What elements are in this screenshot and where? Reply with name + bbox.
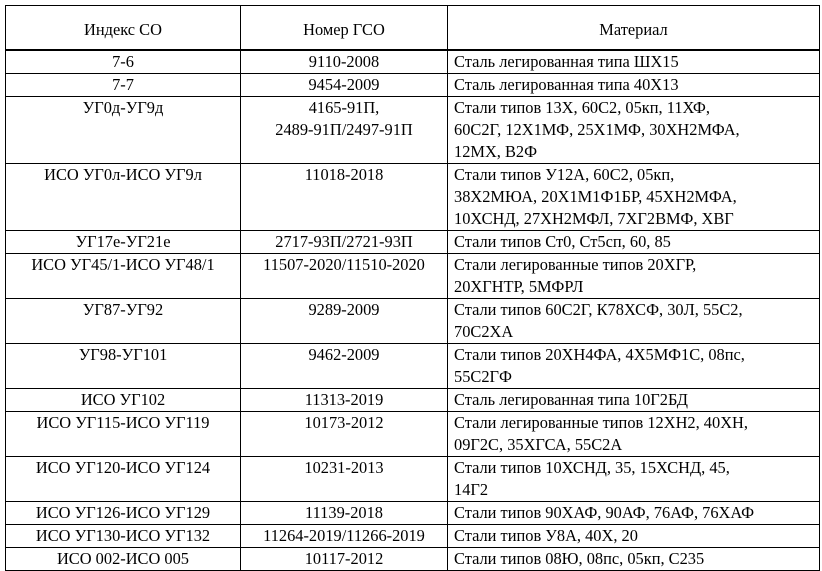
gso-line: 2489-91П/2497-91П — [275, 120, 413, 139]
cell-index: ИСО УГ130-ИСО УГ132 — [6, 525, 241, 548]
cell-material — [448, 50, 820, 74]
gso-line: 10231-2013 — [304, 458, 384, 477]
material-line: Сталь легированная типа 40Х13 — [454, 75, 679, 94]
cell-index: ИСО УГ0л-ИСО УГ9л — [6, 164, 241, 231]
gso-line: 11264-2019/11266-2019 — [263, 526, 425, 545]
table-row — [6, 389, 820, 412]
cell-gso-number — [241, 389, 448, 412]
cell-material — [448, 548, 820, 571]
material-line: Стали типов 60С2Г, К78ХСФ, 30Л, 55С2, — [454, 300, 743, 319]
gso-line: 10117-2012 — [304, 549, 384, 568]
table-row — [6, 164, 820, 231]
material-line: 60С2Г, 12Х1МФ, 25Х1МФ, 30ХН2МФА, — [454, 120, 740, 139]
cell-material — [448, 299, 820, 344]
cell-gso-number — [241, 50, 448, 74]
material-line: Стали типов У12А, 60С2, 05кп, — [454, 165, 675, 184]
cell-gso-number — [241, 74, 448, 97]
cell-material — [448, 344, 820, 389]
gso-line: 10173-2012 — [304, 413, 384, 432]
cell-gso-number — [241, 164, 448, 231]
cell-gso-number — [241, 457, 448, 502]
cell-index: 7-6 — [6, 50, 241, 74]
material-line: Стали типов У8А, 40Х, 20 — [454, 526, 638, 545]
cell-index: ИСО УГ102 — [6, 389, 241, 412]
cell-gso-number — [241, 231, 448, 254]
cell-gso-number — [241, 299, 448, 344]
table-row — [6, 457, 820, 502]
reference-materials-table — [5, 5, 820, 571]
gso-line: 4165-91П, — [308, 98, 380, 117]
cell-index: УГ98-УГ101 — [6, 344, 241, 389]
gso-line: 2717-93П/2721-93П — [275, 232, 413, 251]
cell-index: ИСО УГ126-ИСО УГ129 — [6, 502, 241, 525]
table-row — [6, 525, 820, 548]
cell-material — [448, 502, 820, 525]
material-line: 10ХСНД, 27ХН2МФЛ, 7ХГ2ВМФ, ХВГ — [454, 209, 734, 228]
cell-index: УГ17е-УГ21е — [6, 231, 241, 254]
table-row — [6, 97, 820, 164]
table-body — [6, 50, 820, 571]
table-row — [6, 50, 820, 74]
table-row — [6, 344, 820, 389]
cell-gso-number — [241, 344, 448, 389]
cell-material — [448, 525, 820, 548]
gso-line: 9454-2009 — [308, 75, 380, 94]
material-line: Стали легированные типов 12ХН2, 40ХН, — [454, 413, 748, 432]
cell-index: ИСО 002-ИСО 005 — [6, 548, 241, 571]
gso-line: 9462-2009 — [308, 345, 380, 364]
cell-index: УГ0д-УГ9д — [6, 97, 241, 164]
material-line: 70С2ХА — [454, 322, 514, 341]
table-row — [6, 502, 820, 525]
material-line: Стали типов 20ХН4ФА, 4Х5МФ1С, 08пс, — [454, 345, 745, 364]
cell-gso-number — [241, 412, 448, 457]
table-row — [6, 412, 820, 457]
table-row — [6, 254, 820, 299]
material-line: Сталь легированная типа 10Г2БД — [454, 390, 688, 409]
cell-material — [448, 231, 820, 254]
cell-material — [448, 74, 820, 97]
cell-gso-number — [241, 502, 448, 525]
material-line: Стали типов 08Ю, 08пс, 05кп, С235 — [454, 549, 705, 568]
gso-line: 11139-2018 — [305, 503, 383, 522]
header-index: Индекс СО — [6, 6, 241, 51]
material-line: 09Г2С, 35ХГСА, 55С2А — [454, 435, 623, 454]
material-line: 12МХ, В2Ф — [454, 142, 538, 161]
cell-material — [448, 164, 820, 231]
material-line: Стали легированные типов 20ХГР, — [454, 255, 697, 274]
cell-index: ИСО УГ120-ИСО УГ124 — [6, 457, 241, 502]
material-line: Стали типов 90ХАФ, 90АФ, 76АФ, 76ХАФ — [454, 503, 755, 522]
gso-line: 9110-2008 — [308, 52, 380, 71]
gso-line: 9289-2009 — [308, 300, 380, 319]
cell-gso-number — [241, 97, 448, 164]
cell-material — [448, 389, 820, 412]
material-line: 14Г2 — [454, 480, 489, 499]
gso-line: 11507-2020/11510-2020 — [263, 255, 425, 274]
material-line: Стали типов 10ХСНД, 35, 15ХСНД, 45, — [454, 458, 730, 477]
material-line: 38Х2МЮА, 20Х1М1Ф1БР, 45ХН2МФА, — [454, 187, 737, 206]
table-row — [6, 231, 820, 254]
material-line: Стали типов Ст0, Ст5сп, 60, 85 — [454, 232, 671, 251]
cell-index: ИСО УГ45/1-ИСО УГ48/1 — [6, 254, 241, 299]
table-row — [6, 74, 820, 97]
header-gso-number: Номер ГСО — [241, 6, 448, 51]
gso-line: 11313-2019 — [304, 390, 384, 409]
cell-material — [448, 97, 820, 164]
table-header-row — [6, 6, 820, 51]
material-line: Сталь легированная типа ШХ15 — [454, 52, 679, 71]
material-line: 20ХГНТР, 5МФРЛ — [454, 277, 584, 296]
cell-gso-number — [241, 548, 448, 571]
material-line: Стали типов 13Х, 60С2, 05кп, 11ХФ, — [454, 98, 710, 117]
cell-gso-number — [241, 254, 448, 299]
cell-index: 7-7 — [6, 74, 241, 97]
table-row — [6, 548, 820, 571]
cell-index: УГ87-УГ92 — [6, 299, 241, 344]
material-line: 55С2ГФ — [454, 367, 512, 386]
cell-material — [448, 457, 820, 502]
cell-gso-number — [241, 525, 448, 548]
cell-index: ИСО УГ115-ИСО УГ119 — [6, 412, 241, 457]
cell-material — [448, 254, 820, 299]
table-row — [6, 299, 820, 344]
gso-line: 11018-2018 — [304, 165, 384, 184]
cell-material — [448, 412, 820, 457]
header-material: Материал — [448, 6, 820, 51]
